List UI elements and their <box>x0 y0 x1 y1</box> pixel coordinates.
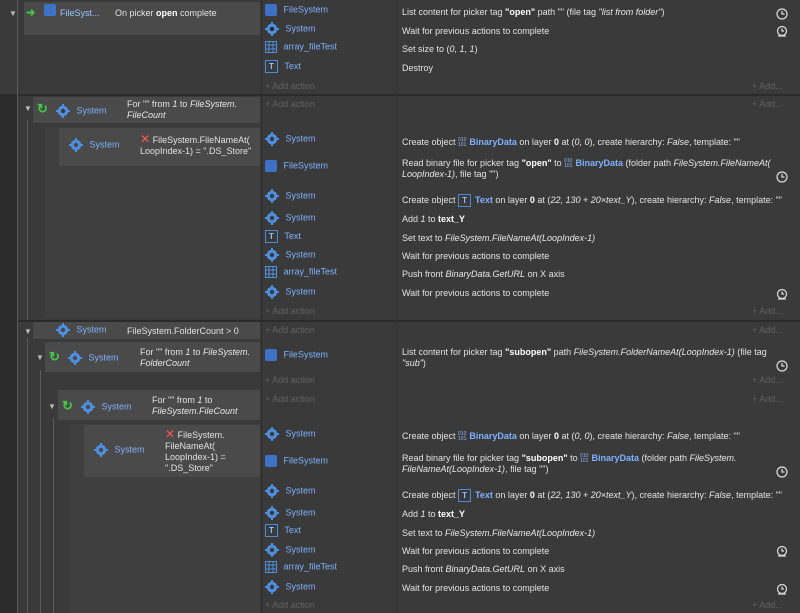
action-row[interactable] <box>265 189 316 205</box>
gear-icon <box>265 484 279 498</box>
loop-icon: ↻ <box>37 101 48 116</box>
action-object-name: System <box>285 507 316 518</box>
collapse-toggle[interactable] <box>24 103 32 113</box>
triangle-down-icon: ▼ <box>24 104 32 113</box>
system-object <box>56 104 107 118</box>
action-row[interactable] <box>265 524 301 540</box>
action-row[interactable] <box>265 349 328 365</box>
gear-icon <box>265 285 279 299</box>
gear-icon <box>265 427 279 441</box>
action-object-name: System <box>285 286 316 297</box>
action-object-name: array_fileTest <box>283 266 338 277</box>
action-row[interactable] <box>265 484 316 500</box>
invert-x-icon: ✕ <box>140 132 151 146</box>
gear-icon <box>265 211 279 225</box>
gear-icon <box>69 138 83 152</box>
gear-icon <box>68 351 82 365</box>
filesystem-icon <box>265 349 277 361</box>
condition-object-name: System <box>114 444 145 455</box>
trigger-icon: ➜ <box>26 7 36 19</box>
action-row[interactable] <box>265 543 316 559</box>
action-object-name: System <box>285 190 316 201</box>
action-object-name: array_fileTest <box>283 561 338 572</box>
action-text: Add 1 to text_Y <box>402 214 466 224</box>
action-text: Push front BinaryData.GetURL on X axis <box>402 269 565 279</box>
add-more-link[interactable]: + Add... <box>752 394 783 404</box>
column-divider <box>396 0 397 613</box>
condition-text: ✕ FileSystem. FileNameAt( LoopIndex-1) = ".DS_Store" <box>165 427 226 473</box>
array-icon <box>265 561 277 573</box>
add-action-link[interactable]: + Add action <box>265 375 315 385</box>
action-object-name: System <box>285 133 316 144</box>
gear-icon <box>94 443 108 457</box>
add-action-link[interactable]: + Add action <box>265 600 315 610</box>
add-action-link[interactable]: + Add action <box>265 394 315 404</box>
triangle-down-icon: ▼ <box>9 9 17 18</box>
condition-object-name: System <box>76 324 107 335</box>
action-object-name: System <box>285 485 316 496</box>
action-row[interactable] <box>265 41 337 57</box>
action-row[interactable] <box>265 455 328 471</box>
event-tree-line <box>27 120 28 320</box>
add-more-link[interactable]: + Add... <box>752 375 783 385</box>
loop-icon: ↻ <box>62 398 73 413</box>
add-more-link[interactable]: + Add... <box>752 600 783 610</box>
action-row[interactable] <box>265 211 316 227</box>
add-more-link[interactable]: + Add... <box>752 81 783 91</box>
wait-icon <box>776 25 788 39</box>
action-text: Create object 010 101 BinaryData on layer 0 at (0, 0), create hierarchy: False, template: "" <box>402 430 740 442</box>
wait-icon <box>776 583 788 597</box>
action-object-name: array_fileTest <box>283 41 338 52</box>
action-text: Destroy <box>402 63 434 73</box>
binary-data-icon: 010 101 <box>458 430 467 442</box>
wait-icon <box>776 288 788 302</box>
action-row[interactable] <box>265 285 316 301</box>
action-text: Create object T Text on layer 0 at (22, 130 + 20×text_Y), create hierarchy: False, template: "" <box>402 489 782 500</box>
action-text: List content for picker tag "subopen" path FileSystem.FolderNameAt(LoopIndex-1) (file tag "sub") <box>402 347 767 368</box>
filesystem-icon <box>265 160 277 172</box>
text-object-icon: T <box>458 194 471 207</box>
binary-data-icon: 010 101 <box>564 157 573 169</box>
action-text: Push front BinaryData.GetURL on X axis <box>402 564 565 574</box>
add-more-link[interactable]: + Add... <box>752 306 783 316</box>
action-text: Read binary file for picker tag "open" to 010 101 BinaryData (folder path FileSystem.FileNameAt( LoopIndex-1), file tag "") <box>402 157 771 179</box>
action-object-name: Text <box>284 230 301 241</box>
text-object-icon: T <box>265 524 278 537</box>
condition-object-name: System <box>89 139 120 150</box>
action-text: Set text to FileSystem.FileNameAt(LoopIndex-1) <box>402 528 596 538</box>
binary-data-icon: 010 101 <box>458 136 467 148</box>
system-object <box>68 351 119 365</box>
filesystem-object-icon <box>44 4 60 16</box>
action-row[interactable] <box>265 132 316 148</box>
action-text: Add 1 to text_Y <box>402 509 466 519</box>
filesystem-icon <box>44 4 56 16</box>
filesystem-icon <box>265 4 277 16</box>
invert-x-icon: ✕ <box>165 427 176 441</box>
gear-icon <box>265 580 279 594</box>
event-tree-line <box>40 370 41 613</box>
action-text: Wait for previous actions to complete <box>402 251 550 261</box>
action-object-name: Text <box>284 524 301 535</box>
array-icon <box>265 266 277 278</box>
gear-icon <box>265 189 279 203</box>
condition-text: ✕ FileSystem.FileNameAt( LoopIndex-1) = ".DS_Store" <box>140 132 252 156</box>
add-action-link[interactable]: + Add action <box>265 99 315 109</box>
action-object-name: System <box>285 23 316 34</box>
event-tree-line <box>53 418 54 613</box>
filesystem-icon <box>265 455 277 467</box>
action-text: Wait for previous actions to complete <box>402 583 550 593</box>
gear-icon <box>265 22 279 36</box>
collapse-toggle[interactable] <box>48 401 56 411</box>
system-object <box>69 138 120 152</box>
triangle-down-icon: ▼ <box>24 327 32 336</box>
event-tree-line <box>27 338 28 613</box>
condition-text: On picker open complete <box>115 8 217 18</box>
action-object-name: FileSystem <box>283 160 329 171</box>
action-text: Set size to (0, 1, 1) <box>402 44 478 54</box>
action-text: List content for picker tag "open" path "" (file tag "list from folder") <box>402 7 665 17</box>
system-object <box>81 400 132 414</box>
action-row[interactable] <box>265 561 337 577</box>
triangle-down-icon: ▼ <box>36 353 44 362</box>
async-clock-icon <box>776 8 788 22</box>
action-row[interactable] <box>265 506 316 522</box>
gear-icon <box>56 104 70 118</box>
column-divider <box>261 0 262 613</box>
add-action-link[interactable]: + Add action <box>265 325 315 335</box>
action-row[interactable] <box>265 230 301 246</box>
array-icon <box>265 41 277 53</box>
gear-icon <box>265 506 279 520</box>
action-object-name: System <box>285 428 316 439</box>
action-object-name: System <box>285 544 316 555</box>
gear-icon <box>265 248 279 262</box>
action-text: Create object T Text on layer 0 at (22, 130 + 20×text_Y), create hierarchy: False, template: "" <box>402 194 782 205</box>
condition-object-name: FileSyst... <box>60 8 100 18</box>
action-row[interactable] <box>265 248 316 264</box>
text-object-icon: T <box>458 489 471 502</box>
action-text: Create object 010 101 BinaryData on layer 0 at (0, 0), create hierarchy: False, template: "" <box>402 136 740 148</box>
condition-text: FileSystem.FolderCount > 0 <box>127 326 239 336</box>
condition-text: For "" from 1 to FileSystem. FileCount <box>127 99 237 120</box>
action-object-name: System <box>285 249 316 260</box>
add-more-link[interactable]: + Add... <box>752 99 783 109</box>
action-row[interactable] <box>265 60 301 76</box>
action-object-name: FileSystem <box>283 455 329 466</box>
system-object <box>56 323 107 337</box>
gear-icon <box>81 400 95 414</box>
action-object-name: FileSystem <box>283 4 329 15</box>
add-action-link[interactable]: + Add action <box>265 306 315 316</box>
action-text: Wait for previous actions to complete <box>402 546 550 556</box>
action-text: Wait for previous actions to complete <box>402 26 550 36</box>
triangle-down-icon: ▼ <box>48 402 56 411</box>
text-object-icon: T <box>265 60 278 73</box>
add-action-link[interactable]: + Add action <box>265 81 315 91</box>
condition-object-name: System <box>88 352 119 363</box>
binary-data-icon: 010 101 <box>580 452 589 464</box>
action-text: Read binary file for picker tag "subopen" to 010 101 BinaryData (folder path FileSystem. FileNameAt(LoopIndex-1), file tag "") <box>402 452 737 474</box>
text-object-icon: T <box>265 230 278 243</box>
action-object-name: Text <box>284 60 301 71</box>
action-row[interactable] <box>265 266 337 282</box>
loop-icon: ↻ <box>49 349 60 364</box>
async-clock-icon <box>776 360 788 374</box>
action-text: Set text to FileSystem.FileNameAt(LoopIndex-1) <box>402 233 596 243</box>
condition-text: For "" from 1 to FileSystem.FileCount <box>152 395 238 416</box>
collapse-toggle[interactable] <box>9 8 17 18</box>
async-clock-icon <box>776 466 788 480</box>
action-row[interactable] <box>265 427 316 443</box>
collapse-toggle[interactable] <box>36 352 44 362</box>
action-row[interactable] <box>265 22 316 38</box>
gear-icon <box>265 132 279 146</box>
action-row[interactable] <box>265 580 316 596</box>
collapse-toggle[interactable] <box>24 326 32 336</box>
action-text: Wait for previous actions to complete <box>402 288 550 298</box>
condition-text: For "" from 1 to FileSystem. FolderCount <box>140 347 250 368</box>
wait-icon <box>776 545 788 559</box>
action-row[interactable] <box>265 160 328 176</box>
action-object-name: System <box>285 581 316 592</box>
condition-object-name: System <box>101 401 132 412</box>
action-object-name: System <box>285 212 316 223</box>
system-object <box>94 443 145 457</box>
action-object-name: FileSystem <box>283 349 329 360</box>
add-more-link[interactable]: + Add... <box>752 325 783 335</box>
gear-icon <box>56 323 70 337</box>
gear-icon <box>265 543 279 557</box>
async-clock-icon <box>776 171 788 185</box>
condition-object-name: System <box>76 105 107 116</box>
